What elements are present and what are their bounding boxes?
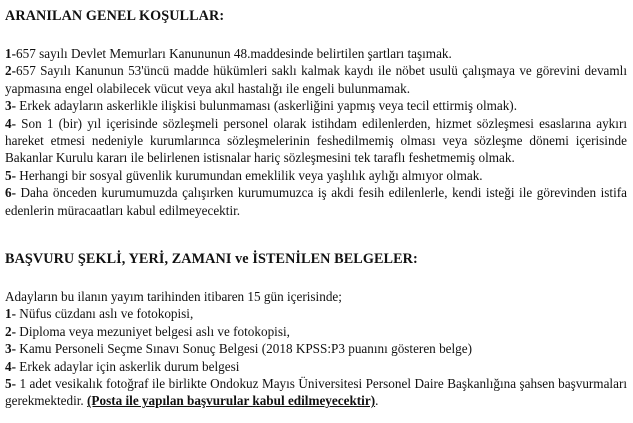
list-item [5,115,627,167]
list-item [5,97,627,114]
section-title-general-conditions: ARANILAN GENEL KOŞULLAR: [5,8,225,24]
list-item [5,375,627,410]
postal-application-note: (Posta ile yapılan başvurular kabul edilmeyecektir) [87,393,376,409]
item-text: 657 sayılı Devlet Memurları Kanununun 48.maddesinde belirtilen şartları taşımak. [16,46,452,61]
item-text: Son 1 (bir) yıl içerisinde sözleşmeli personel olarak istihdam edilenlerden, hizmet sözleşmesi esaslarına aykırı hareket etmesi nedeniyle kurumlarınca sözleşmelerinin feshedilmemiş olması veya sözleşme dönemi içerisinde Bakanlar Kurulu kararı ile belirlenen istisnalar hariç sözleşmesini tek taraflı feshetmemiş olmak. [5,115,627,166]
item-text: Kamu Personeli Seçme Sınavı Sonuç Belgesi (2018 KPSS:P3 puanını gösteren belge) [16,341,473,357]
item-number: 3- [5,341,16,357]
item-text: 657 Sayılı Kanunun 53'üncü madde hükümleri saklı kalmak kaydı ile nöbet usulü çalışmaya ve görevini devamlı yapmasına engel olabilecek vücut veya akıl hastalığı ile engeli bulunmamak. [5,63,627,96]
item-number: 5- [5,167,16,183]
item-number: 6- [5,185,16,201]
list-item [5,45,627,62]
item-number: 2- [5,63,16,79]
item-number: 1- [5,46,16,61]
note-period: . [375,393,379,409]
list-item [5,184,627,219]
application-intro: Adayların bu ilanın yayım tarihinden itibaren 15 gün içerisinde; [5,289,342,304]
item-number: 2- [5,323,16,339]
item-text: 1 adet vesikalık fotoğraf ile birlikte Ondokuz Mayıs Üniversitesi Personel Daire Başkanlığına şahsen başvurmaları gerekmektedir. [5,376,627,409]
item-text: Diploma veya mezuniyet belgesi aslı ve fotokopisi, [16,323,290,339]
item-number: 4- [5,115,16,131]
list-item [5,340,627,357]
item-number: 5- [5,376,16,392]
item-text: Erkek adayların askerlikle ilişkisi bulunmaması (askerliğini yapmış veya tecil ettirmiş olmak). [16,98,517,114]
item-number: 3- [5,98,16,114]
general-conditions-list [5,45,627,219]
item-number: 4- [5,358,16,374]
application-documents-list [5,288,627,410]
item-text: Herhangi bir sosyal güvenlik kurumundan emeklilik veya yaşlılık aylığı almıyor olmak. [16,167,483,183]
item-text: Nüfus cüzdanı aslı ve fotokopisi, [16,306,194,322]
list-item [5,167,627,184]
list-item [5,323,627,340]
item-text: Erkek adaylar için askerlik durum belgesi [16,358,240,374]
section-title-application: BAŞVURU ŞEKLİ, YERİ, ZAMANI ve İSTENİLEN BELGELER: [5,251,418,267]
list-item [5,305,627,322]
list-item [5,62,627,97]
list-item [5,358,627,375]
item-number: 1- [5,306,16,322]
item-text: Daha önceden kurumumuzda çalışırken kurumumuzca iş akdi fesih edilenlerle, kendi isteği ile görevinden istifa edenlerin müracaatları kabul edilmeyecektir. [5,185,627,218]
